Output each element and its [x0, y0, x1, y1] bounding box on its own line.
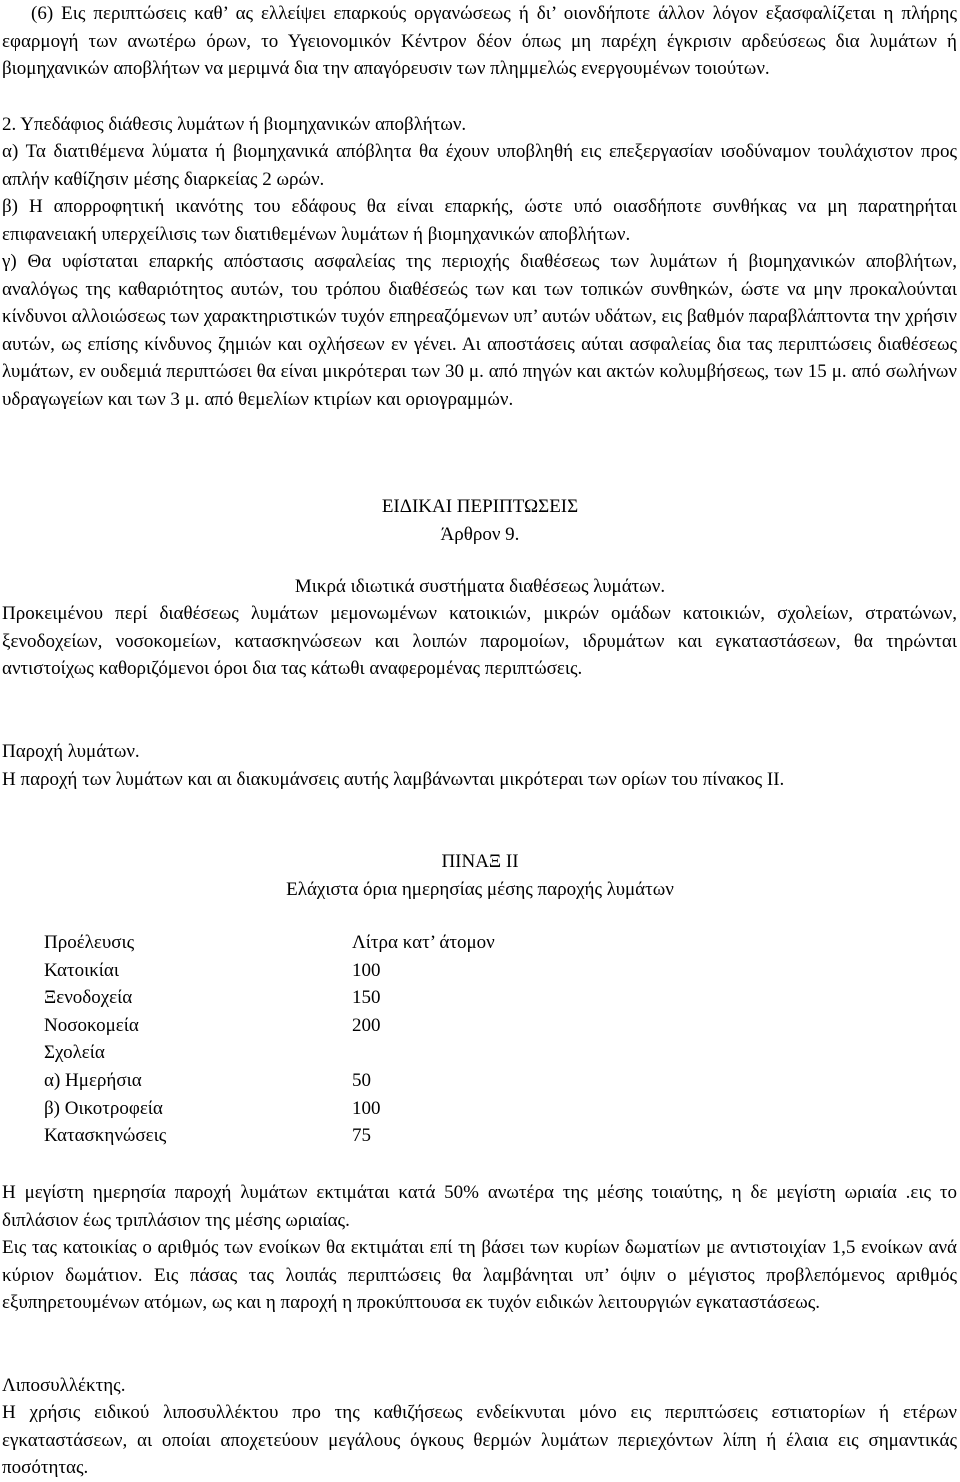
max-flow-paragraph: Η μεγίστη ημερησία παροχή λυμάτων εκτιμάται κατά 50% ανωτέρα της μέσης τοιαύτης, η δε μεγίστη ωριαία .εις το διπλάσιον έως τριπλάσιον της μέσης ωριαίας. [2, 1182, 957, 1231]
table-caption: Ελάχιστα όρια ημερησίας μέσης παροχής λυμάτων [286, 879, 674, 900]
table-cell-origin: Κατοικίαι [44, 959, 119, 981]
paragraph-6 [2, 0, 957, 83]
article-9-subtitle: Μικρά ιδιωτικά συστήματα διαθέσεως λυμάτων. [294, 576, 666, 597]
residents-paragraph: Εις τας κατοικίας ο αριθμός των ενοίκων θα εκτιμάται επί τη βάσει των κυρίων δωματίων με αντιστοιχίαν 1,5 ενοίκων ανά κύριον δωμάτιον. Εις πάσας τας λοιπάς περιπτώσεις θα λαμβάνηται υπ’ όψιν ο μέγιστος προβλεπόμενος αριθμός εξυπηρετουμένων ατόμων, ως και η παροχή η προκύπτουσα εκ τυχόν ειδικών λειτουργιών εγκαταστάσεως. [2, 1237, 957, 1314]
table-cell-liters: 150 [352, 987, 381, 1009]
table-cell-liters: 200 [352, 1014, 381, 1036]
special-cases-heading: ΕΙΔΙΚΑΙ ΠΕΡΙΠΤΩΣΕΙΣ [381, 496, 579, 517]
table-cell-liters: 50 [352, 1069, 371, 1091]
article-9-intro: Προκειμένου περί διαθέσεως λυμάτων μεμονωμένων κατοικιών, μικρών ομάδων κατοικιών, σχολείων, στρατώνων, ξενοδοχείων, νοσοκομείων, κατασκηνώσεων και λοιπών παρομοίων, ιδρυμάτων και εγκαταστάσεων, θα τηρώνται αντιστοίχως καθοριζόμενοι όροι δια τας κάτωθι αναφερομένας περιπτώσεις. [2, 603, 957, 680]
supply-heading: Παροχή λυμάτων. [2, 741, 140, 762]
table-cell-origin: Ξενοδοχεία [44, 987, 133, 1009]
article-9-heading: Άρθρον 9. [440, 524, 520, 545]
paragraph-a: α) Τα διατιθέμενα λύματα ή βιομηχανικά απόβλητα θα έχουν υποβληθή εις επεξεργασίαν ισοδύναμον τουλάχιστον προς απλήν καθίζησιν μέσης διαρκείας 2 ωρών. [2, 141, 957, 190]
table-cell-origin: Σχολεία [44, 1042, 105, 1064]
table-cell-origin: β) Οικοτροφεία [44, 1097, 163, 1119]
table-cell-origin: Κατασκηνώσεις [44, 1125, 167, 1147]
paragraph-b: β) Η απορροφητική ικανότης του εδάφους θα είναι επαρκής, ώστε υπό οιασδήποτε συνθήκας να μη παρατηρήται επιφανειακή υπερχείλισις των διατιθεμένων λυμάτων ή βιομηχανικών αποβλήτων. [2, 196, 957, 245]
paragraph-6-text: (6) Εις περιπτώσεις καθ’ ας ελλείψει επαρκούς οργανώσεως ή δι’ οιονδήποτε άλλον λόγον εξασφαλίζεται η πλήρης εφαρμογή των ανωτέρω όρων, το Υγειονομικόν Κέντρον δέον όπως μη παρέχη έγκρισιν αρδεύσεως δια λυμάτων ή βιομηχανικών αποβλήτων να μεριμνά δια την απαγόρευσιν των πλημμελώς ενεργουμένων τοιούτων. [2, 3, 957, 80]
header-origin: Προέλευσις [44, 932, 135, 953]
table-cell-liters: 100 [352, 959, 381, 981]
supply-text: Η παροχή των λυμάτων και αι διακυμάνσεις αυτής λαμβάνωνται μικρότεραι των ορίων του πίνακος ΙΙ. [2, 769, 785, 790]
header-liters-per-person: Λίτρα κατ’ άτομον [352, 932, 495, 953]
grease-trap-heading: Λιποσυλλέκτης. [2, 1375, 126, 1396]
table-cell-origin: Νοσοκομεία [44, 1014, 139, 1036]
table-cell-liters: 75 [352, 1125, 371, 1147]
table-cell-liters: 100 [352, 1097, 381, 1119]
paragraph-g: γ) Θα υφίσταται επαρκής απόστασις ασφαλείας της περιοχής διαθέσεως των λυμάτων ή βιομηχανικών αποβλήτων, αναλόγως της καθαριότητος αυτών, του τρόπου διαθέσεώς των και των τοπικών συνθηκών, ώστε να μην προκαλούνται κίνδυνοι αλλοιώσεως των χαρακτηριστικών τυχόν επηρεαζόμενων υπ’ αυτών υδάτων, εις βαθμόν παραβλάπτοντα την χρήσιν αυτών, ως επίσης κίνδυνος ζημιών και οχλήσεων εν γένει. Αι αποστάσεις αύται ασφαλείας δια τας περιπτώσεις διαθέσεως λυμάτων, εν ουδεμιά περιπτώσει θα είναι μικρότεραι των 30 μ. από πηγών και ακτών κολυμβήσεως, των 15 μ. από σωλήνων υδραγωγείων και των 3 μ. από θεμελίων κτιρίων και οριογραμμών. [2, 251, 957, 410]
grease-trap-text: Η χρήσις ειδικού λιποσυλλέκτου προ της καθιζήσεως ενδείκνυται μόνο εις περιπτώσεις εστιατορίων ή ετέρων εγκαταστάσεων, αι οποίαι αποχετεύουν μεγάλους όγκους θερμών λυμάτων περιεχόντων λίπη ή έλαια εις σημαντικάς ποσότητας. [2, 1402, 957, 1479]
subsection-2-heading: 2. Υπεδάφιος διάθεσις λυμάτων ή βιομηχανικών αποβλήτων. [2, 114, 467, 135]
table-cell-origin: α) Ημερήσια [44, 1069, 142, 1091]
table-title: ΠΙΝΑΞ ΙΙ [441, 851, 519, 872]
